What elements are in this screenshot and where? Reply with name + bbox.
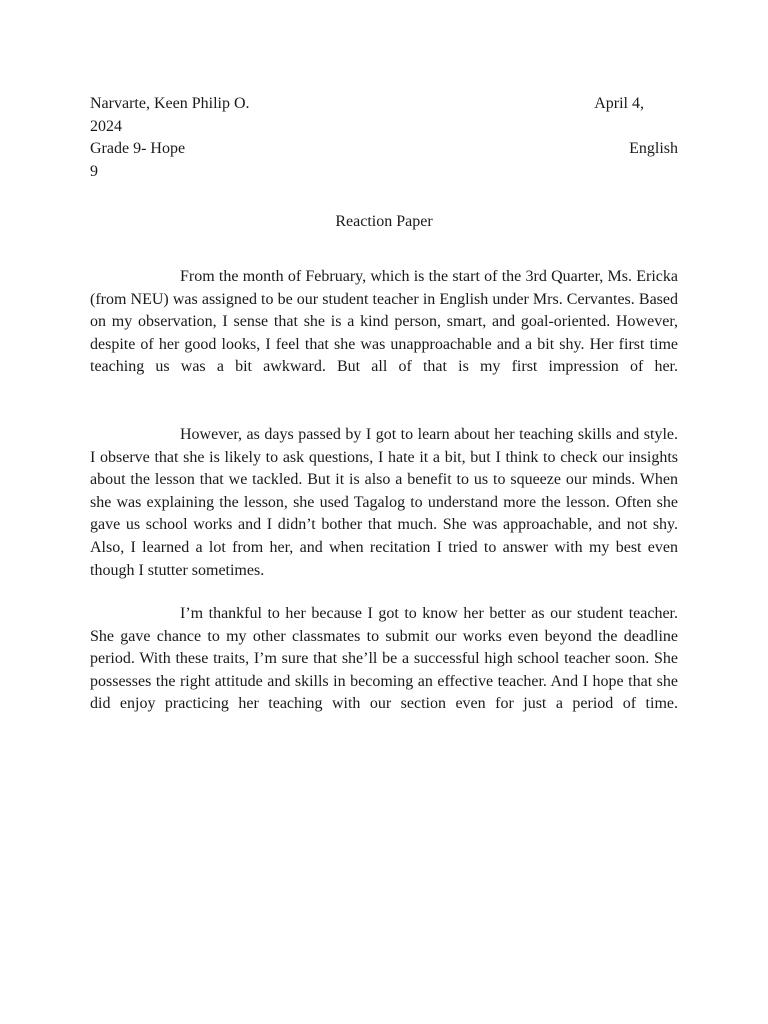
grade-section: Grade 9- Hope — [90, 140, 186, 157]
subject-second-line: 9 — [90, 163, 98, 180]
date-first-line: April 4, — [594, 95, 644, 112]
paragraph-2: However, as days passed by I got to learn about her teaching skills and style. I observe that she is likely to ask questions, I hate it a bit, but I think to check our insights about the lesson that we tackled. But it is also a benefit to us to squeeze our minds. When she was explaining the lesson, she used Tagalog to understand more the lesson. Often she gave us school works and I didn’t bother that much. She was approachable, and not shy. Also, I learned a lot from her, and when recitation I tried to answer with my best even though I stutter sometimes. — [90, 426, 678, 579]
date-second-line: 2024 — [90, 118, 122, 135]
subject-first-line: English — [629, 140, 678, 157]
paragraph-3: I’m thankful to her because I got to know her better as our student teacher. She gave chance to my other classmates to submit our works even beyond the deadline period. With these traits, I’m sure that she’ll be a successful high school teacher soon. She possesses the right attitude and skills in becoming an effective teacher. And I hope that she did enjoy practicing her teaching with our section even for just a period of time. — [90, 605, 678, 713]
paragraph-1: From the month of February, which is the start of the 3rd Quarter, Ms. Ericka (from NEU) was assigned to be our student teacher in English under Mrs. Cervantes. Based on my observation, I sense that she is a kind person, smart, and goal-oriented. However, despite of her good looks, I feel that she was unapproachable and a bit shy. Her first time teaching us was a bit awkward. But all of that is my first impression of her. — [90, 268, 678, 376]
document-title: Reaction Paper — [335, 213, 433, 230]
student-name: Narvarte, Keen Philip O. — [90, 95, 250, 112]
